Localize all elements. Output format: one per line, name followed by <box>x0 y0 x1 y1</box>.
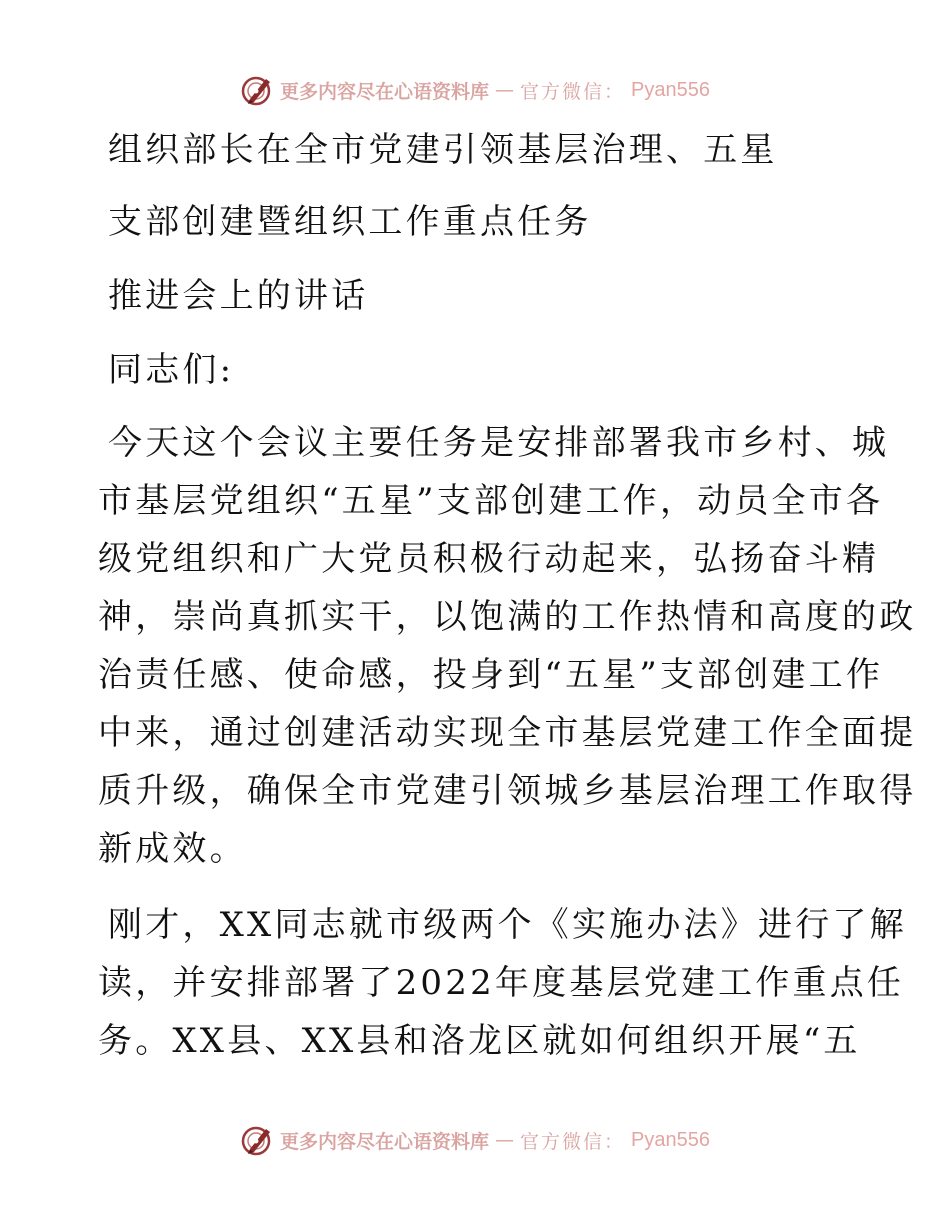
paragraph-line: 读，并安排部署了2022年度基层党建工作重点任 <box>98 963 905 1003</box>
watermark-sub-text: 官方微信： <box>520 80 626 103</box>
title-line-3: 推进会上的讲话 <box>108 276 369 316</box>
greeting: 同志们: <box>108 350 235 390</box>
paragraph-line: 质升级，确保全市党建引领城乡基层治理工作取得 <box>98 771 917 811</box>
paragraph-line: 级党组织和广大党员积极行动起来，弘扬奋斗精 <box>98 539 880 579</box>
paragraph-line: 中来，通过创建活动实现全市基层党建工作全面提 <box>98 713 917 753</box>
paragraph-line: 市基层党组织“五星”支部创建工作，动员全市各 <box>98 481 884 521</box>
paragraph-line: 新成效。 <box>98 829 247 869</box>
title-line-2: 支部创建暨组织工作重点任务 <box>108 202 592 242</box>
watermark-dash: — <box>495 79 515 101</box>
watermark-wechat-id: Pyan556 <box>631 1128 710 1151</box>
paragraph-line: 治责任感、使命感，投身到“五星”支部创建工作 <box>98 655 884 695</box>
watermark-main-text: 更多内容尽在心语资料库 <box>280 80 490 103</box>
paragraph-line: 神，崇尚真抓实干，以饱满的工作热情和高度的政 <box>98 597 917 637</box>
paragraph-1 <box>98 414 916 878</box>
paragraph-line: 今天这个会议主要任务是安排部署我市乡村、城 <box>108 423 890 463</box>
paragraph-line: 务。XX县、XX县和洛龙区就如何组织开展“五 <box>98 1021 861 1061</box>
watermark-dash: — <box>495 1129 515 1151</box>
pen-logo-icon <box>240 73 274 107</box>
title-line-1: 组织部长在全市党建引领基层治理、五星 <box>108 130 778 170</box>
watermark-sub-text: 官方微信： <box>520 1130 626 1153</box>
header-watermark <box>0 70 950 110</box>
pen-logo-icon <box>240 1123 274 1157</box>
footer-watermark <box>0 1120 950 1160</box>
paragraph-line: 刚才，XX同志就市级两个《实施办法》进行了解 <box>108 905 907 945</box>
watermark-wechat-id: Pyan556 <box>631 78 710 101</box>
watermark-main-text: 更多内容尽在心语资料库 <box>280 1130 490 1153</box>
paragraph-2 <box>98 896 907 1070</box>
